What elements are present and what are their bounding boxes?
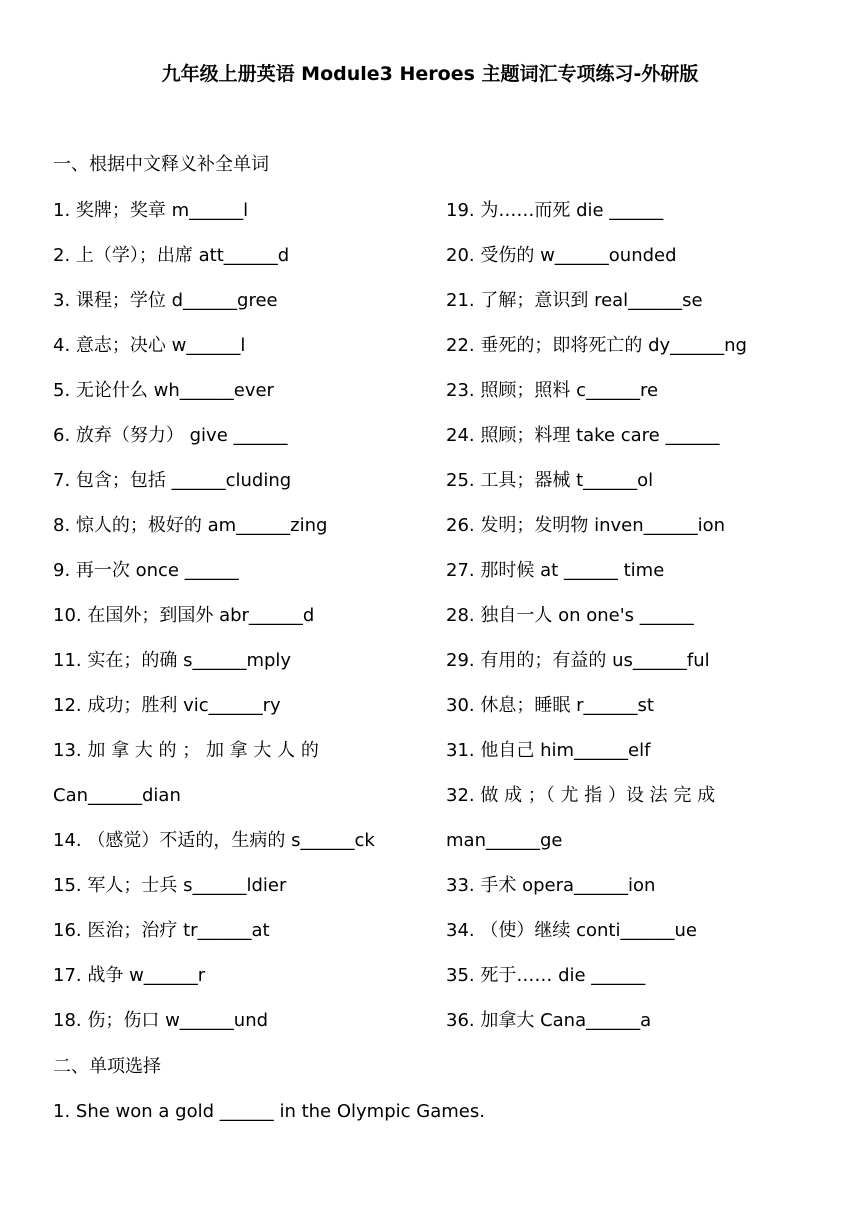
vocab-item: 12. 成功；胜利 vic______ry (53, 695, 281, 716)
vocab-item: 23. 照顾；照料 c______re (446, 380, 659, 401)
vocab-item: 32. 做 成 ；（ 尤 指 ）设 法 完 成 (446, 785, 716, 806)
vocabulary-column-right (446, 198, 808, 1053)
vocab-item: 24. 照顾；料理 take care ______ (446, 425, 720, 446)
vocab-item: 17. 战争 w______r (53, 965, 206, 986)
vocab-item: 10. 在国外；到国外 abr______d (53, 605, 315, 626)
vocab-item: 22. 垂死的；即将死亡的 dy______ng (446, 335, 747, 356)
section-heading-multiple-choice: 二、单项选择 (53, 1056, 161, 1077)
vocab-item: 15. 军人；士兵 s______ldier (53, 875, 287, 896)
vocab-item: 33. 手术 opera______ion (446, 875, 656, 896)
vocab-item: 29. 有用的；有益的 us______ful (446, 650, 710, 671)
vocab-item: 2. 上（学）；出席 att______d (53, 245, 290, 266)
vocab-item: 36. 加拿大 Cana______a (446, 1010, 652, 1031)
vocab-item: 9. 再一次 once ______ (53, 560, 239, 581)
vocab-item: 26. 发明；发明物 inven______ion (446, 515, 726, 536)
vocab-item: 18. 伤；伤口 w______und (53, 1010, 269, 1031)
vocab-item: 34. （使）继续 conti______ue (446, 920, 697, 941)
vocab-item: 14. （感觉）不适的，生病的 s______ck (53, 830, 375, 851)
vocab-item: 8. 惊人的；极好的 am______zing (53, 515, 328, 536)
vocabulary-column-left (53, 198, 415, 1053)
vocab-item: 5. 无论什么 wh______ever (53, 380, 274, 401)
vocab-item: 28. 独自一人 on one's ______ (446, 605, 694, 626)
vocab-item: 25. 工具；器械 t______ol (446, 470, 654, 491)
vocab-item: 20. 受伤的 w______ounded (446, 245, 677, 266)
vocab-item: 27. 那时候 at ______ time (446, 560, 665, 581)
section-heading-vocabulary: 一、根据中文释义补全单词 (53, 154, 269, 175)
vocab-item: 19. 为……而死 die ______ (446, 200, 664, 221)
vocab-item: 6. 放弃（努力） give ______ (53, 425, 288, 446)
vocab-item: 30. 休息；睡眠 r______st (446, 695, 654, 716)
vocab-item: 3. 课程；学位 d______gree (53, 290, 278, 311)
vocab-item: 21. 了解；意识到 real______se (446, 290, 703, 311)
question-1: 1. She won a gold ______ in the Olympic Games. (53, 1101, 485, 1122)
vocab-item-continuation: Can______dian (53, 785, 181, 806)
vocab-item: 13. 加 拿 大 的 ； 加 拿 大 人 的 (53, 740, 319, 761)
vocab-item: 31. 他自己 him______elf (446, 740, 651, 761)
vocab-item: 1. 奖牌；奖章 m______l (53, 200, 249, 221)
document-title: 九年级上册英语 Module3 Heroes 主题词汇专项练习-外研版 (161, 63, 699, 85)
vocab-item: 7. 包含；包括 ______cluding (53, 470, 292, 491)
vocab-item: 11. 实在；的确 s______mply (53, 650, 292, 671)
vocab-item: 16. 医治；治疗 tr______at (53, 920, 270, 941)
vocab-item: 4. 意志；决心 w______l (53, 335, 246, 356)
vocab-item-continuation: man______ge (446, 830, 563, 851)
vocab-item: 35. 死于…… die ______ (446, 965, 646, 986)
